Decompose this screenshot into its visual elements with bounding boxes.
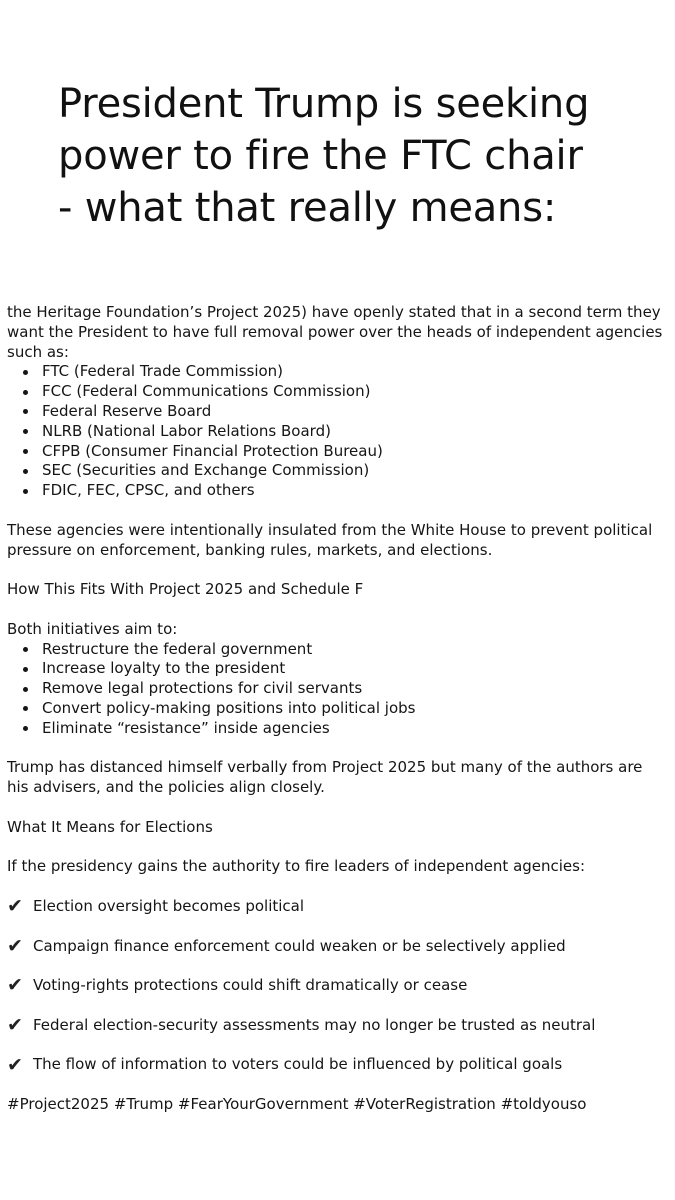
intro-line: the Heritage Foundation’s Project 2025) have openly stated that in a second term they <box>7 303 661 321</box>
list-item <box>7 897 667 917</box>
list-item-text: Election oversight becomes political <box>33 896 305 915</box>
spacer <box>7 739 667 759</box>
list-item <box>7 1055 667 1075</box>
spacer <box>7 798 667 818</box>
list-item-text: Campaign finance enforcement could weaken or be selectively applied <box>33 936 566 955</box>
headline-line: President Trump is seeking <box>58 81 590 127</box>
insulated-paragraph <box>7 521 667 561</box>
agency-list <box>7 362 667 501</box>
intro-line: such as: <box>7 342 69 361</box>
section-heading-elections: What It Means for Elections <box>7 817 213 836</box>
list-item: SEC (Securities and Exchange Commission) <box>20 461 667 481</box>
paragraph-line: pressure on enforcement, banking rules, markets, and elections. <box>7 540 493 559</box>
distanced-paragraph <box>7 758 667 798</box>
list-item-text: The flow of information to voters could be influenced by political goals <box>33 1055 563 1074</box>
headline <box>58 78 658 234</box>
paragraph-line: These agencies were intentionally insulated from the White House to prevent political <box>7 520 653 539</box>
list-item: Remove legal protections for civil servants <box>20 679 667 699</box>
headline-line: power to fire the FTC chair <box>58 133 583 179</box>
checkmark-icon: ✔ <box>7 934 23 957</box>
section-lead-elections: If the presidency gains the authority to fire leaders of independent agencies: <box>7 857 586 876</box>
list-item <box>7 934 667 957</box>
list-item: Convert policy-making positions into political jobs <box>20 699 667 719</box>
list-item: CFPB (Consumer Financial Protection Bureau) <box>20 442 667 462</box>
section-lead-fit: Both initiatives aim to: <box>7 619 178 638</box>
headline-line: - what that really means: <box>58 185 557 231</box>
checkmark-icon: ✔ <box>7 1014 23 1037</box>
paragraph-line: his advisers, and the policies align closely. <box>7 778 325 797</box>
list-item: Restructure the federal government <box>20 640 667 660</box>
list-item: Increase loyalty to the president <box>20 659 667 679</box>
list-item-text: Voting-rights protections could shift dramatically or cease <box>33 976 468 995</box>
spacer <box>7 501 667 521</box>
list-item: FCC (Federal Communications Commission) <box>20 382 667 402</box>
hashtags: #Project2025 #Trump #FearYourGovernment #VoterRegistration #toldyouso <box>7 1094 587 1113</box>
checkmark-icon: ✔ <box>7 1053 23 1076</box>
spacer <box>7 560 667 580</box>
list-item <box>7 976 667 996</box>
list-item <box>7 1016 667 1036</box>
intro-line: want the President to have full removal power over the heads of independent agencies <box>7 322 663 341</box>
article-body <box>7 303 667 1115</box>
checkmark-icon: ✔ <box>7 895 23 918</box>
spacer <box>7 838 667 858</box>
list-item: NLRB (National Labor Relations Board) <box>20 422 667 442</box>
list-item: FTC (Federal Trade Commission) <box>20 362 667 382</box>
initiative-list <box>7 640 667 739</box>
spacer <box>7 600 667 620</box>
list-item: Eliminate “resistance” inside agencies <box>20 719 667 739</box>
list-item: Federal Reserve Board <box>20 402 667 422</box>
intro-paragraph <box>7 303 667 362</box>
paragraph-line: Trump has distanced himself verbally from Project 2025 but many of the authors are <box>7 758 643 777</box>
list-item-text: Federal election-security assessments may no longer be trusted as neutral <box>33 1015 596 1034</box>
section-heading-fit: How This Fits With Project 2025 and Schedule F <box>7 580 364 599</box>
election-impact-list <box>7 897 667 1075</box>
spacer <box>7 877 667 897</box>
checkmark-icon: ✔ <box>7 974 23 997</box>
list-item: FDIC, FEC, CPSC, and others <box>20 481 667 501</box>
